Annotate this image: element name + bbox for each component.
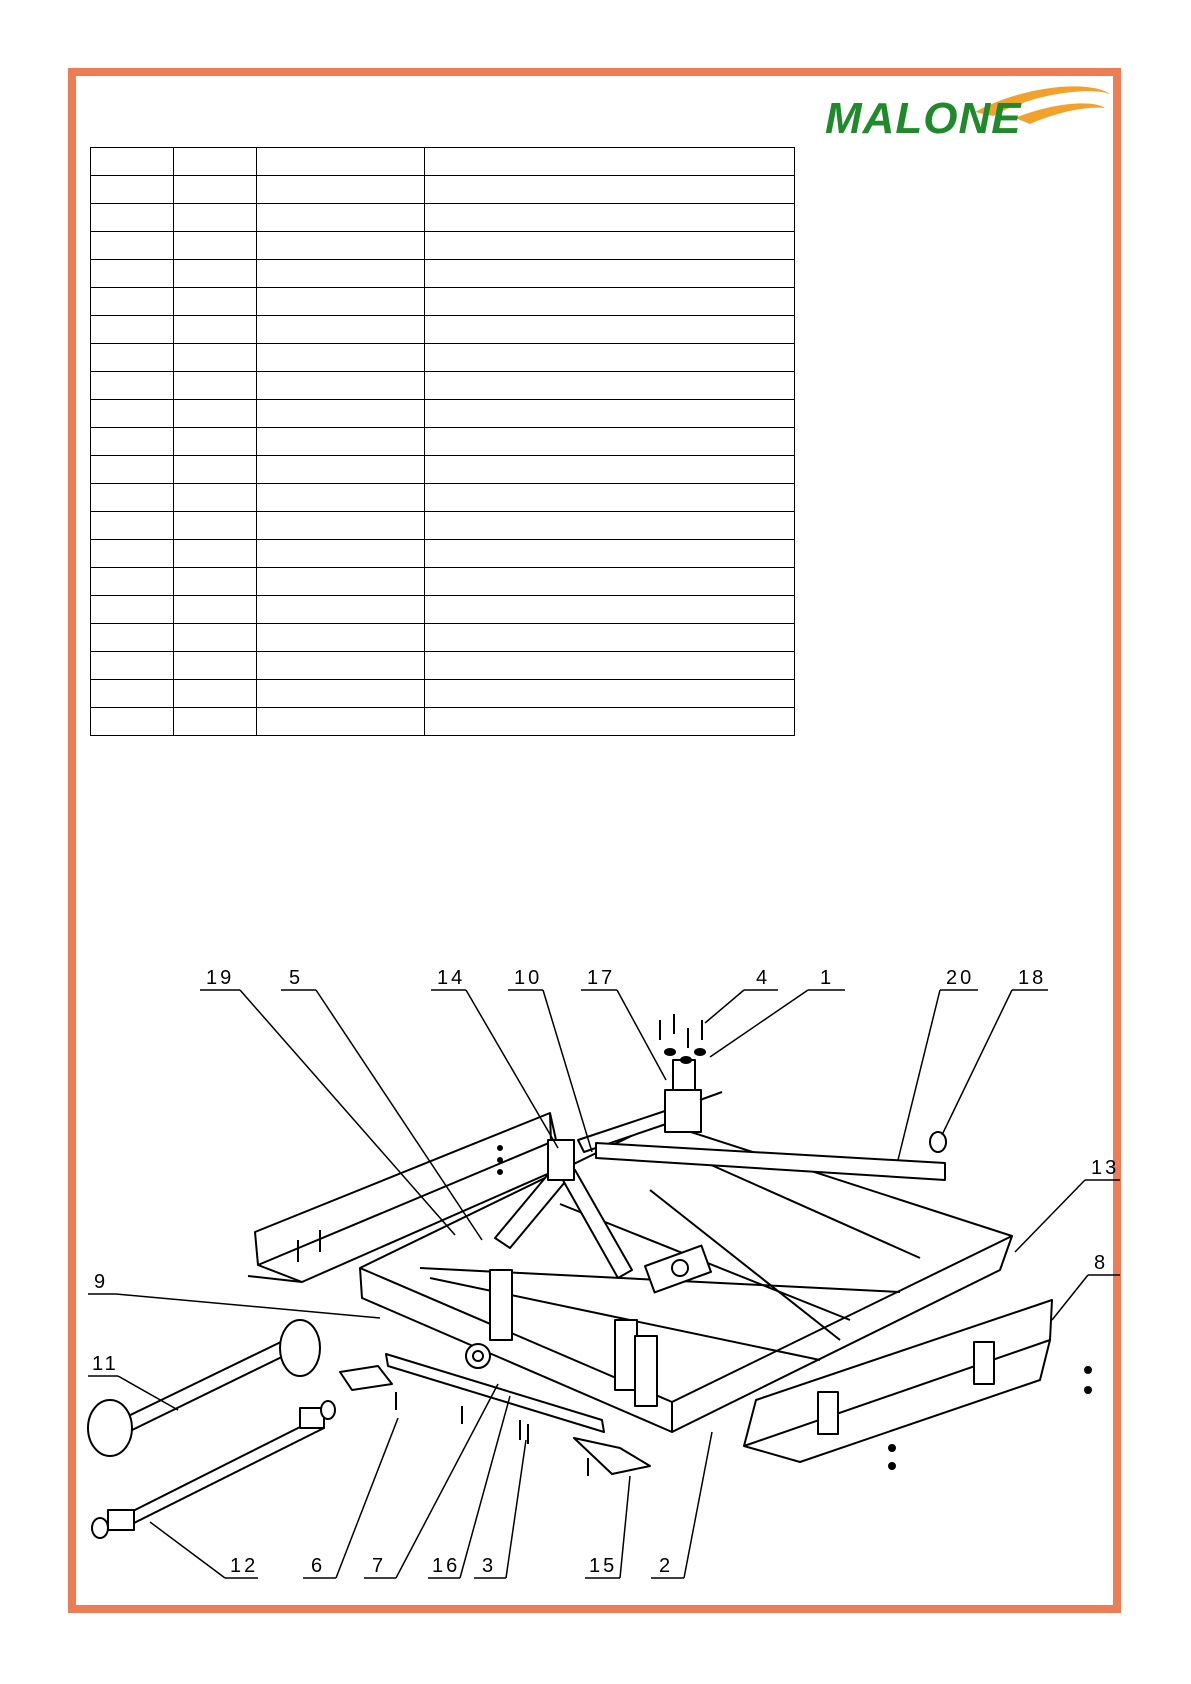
callout-1: 1 [820,967,835,989]
callout-9: 9 [94,1271,109,1293]
callout-3: 3 [482,1555,497,1577]
callout-8: 8 [1094,1252,1109,1274]
callout-19: 19 [206,967,235,989]
callout-11: 11 [92,1353,119,1375]
logo-wordmark: MALONE [825,94,1022,143]
callout-10: 10 [514,967,543,989]
callout-5: 5 [289,967,304,989]
callout-4: 4 [756,967,771,989]
callout-6: 6 [311,1555,326,1577]
callout-2: 2 [659,1555,674,1577]
callout-18: 18 [1018,967,1047,989]
callout-14: 14 [437,967,466,989]
callout-12: 12 [230,1555,259,1577]
callout-20: 20 [946,967,975,989]
callout-13: 13 [1091,1157,1120,1179]
callout-15: 15 [589,1555,618,1577]
callout-17: 17 [587,967,616,989]
callout-16: 16 [432,1555,461,1577]
gearbox-bolts [660,1014,705,1063]
driveshaft [88,1320,335,1538]
callout-7: 7 [372,1555,387,1577]
